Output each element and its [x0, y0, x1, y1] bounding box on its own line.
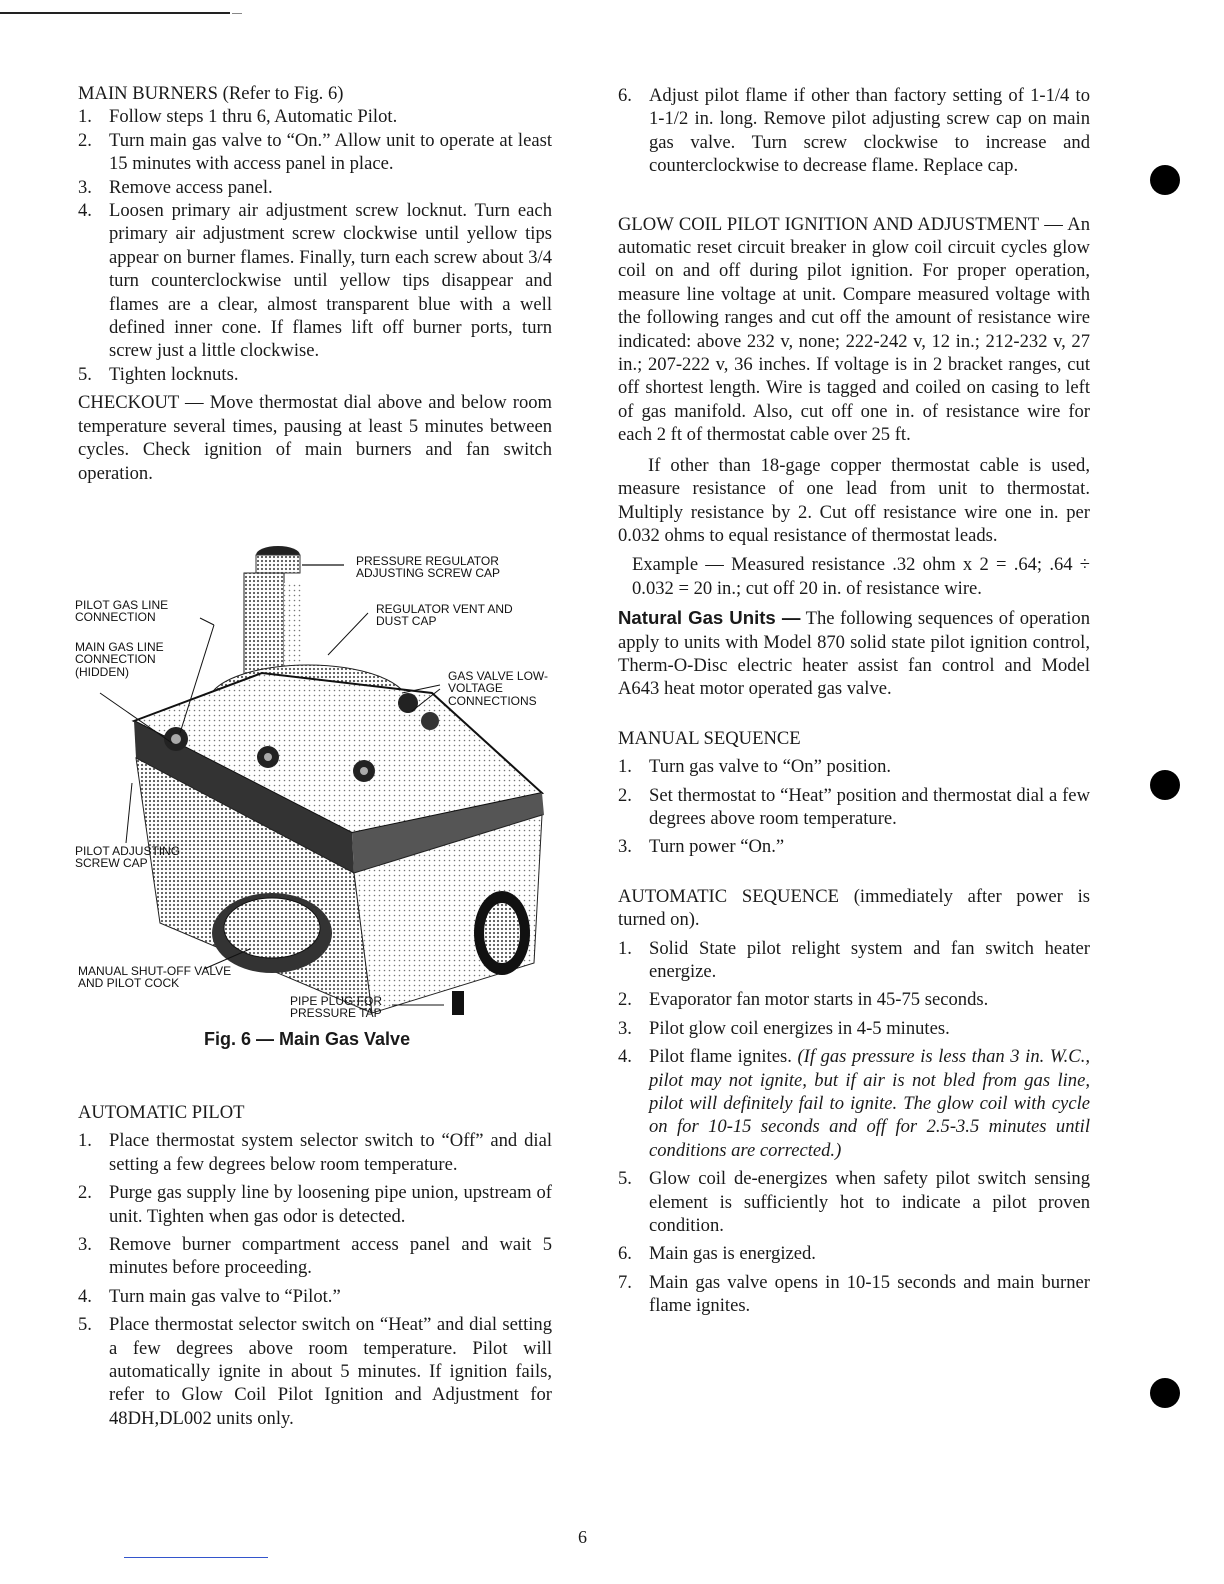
- step-number: 2.: [618, 989, 632, 1011]
- label-regulator-vent: REGULATOR VENT AND DUST CAP: [376, 602, 513, 629]
- step-text: Main gas is energized.: [649, 1243, 816, 1265]
- top-rule: [0, 12, 230, 14]
- list-item: [618, 84, 1090, 178]
- label-pilot-gas-line: PILOT GAS LINE CONNECTION: [75, 598, 169, 625]
- step-number: 4.: [78, 1285, 92, 1307]
- step-text: Pilot glow coil energizes in 4-5 minutes.: [649, 1017, 950, 1039]
- automatic-sequence-heading: AUTOMATIC SEQUENCE (immediately after power is turned on).: [618, 885, 1090, 931]
- list-item: [618, 1242, 1090, 1265]
- step-number: 2.: [78, 1182, 92, 1204]
- list-item: [78, 1181, 552, 1228]
- step-number: 4.: [618, 1046, 632, 1068]
- list-item: [78, 1313, 552, 1430]
- step-text: Turn main gas valve to “On.” Allow unit to operate at least 15 minutes with access panel in place.: [109, 129, 552, 175]
- step-text: Place thermostat selector switch on “Heat” and dial setting a few degrees above room temperature. Pilot will automatically ignite in about 5 minutes. If ignition fails, refer to Glow Coil Pilot Ignition and Adjustment for 48DH,DL002 units only.: [109, 1314, 552, 1429]
- list-item: [618, 1271, 1090, 1318]
- step-text: Place thermostat system selector switch to “Off” and dial setting a few degrees below room temperature.: [109, 1130, 552, 1175]
- bottom-rule: [124, 1557, 268, 1558]
- list-item: [618, 937, 1090, 984]
- automatic-pilot-steps: [78, 1129, 552, 1430]
- list-item: [618, 1045, 1090, 1162]
- step-text: Set thermostat to “Heat” position and thermostat dial a few degrees above room temperature.: [649, 784, 1090, 829]
- step-number: 1.: [618, 756, 632, 778]
- example-paragraph: Example — Measured resistance .32 ohm x 2 = .64; .64 ÷ 0.032 = 20 in.; cut off 20 in. of resistance wire.: [632, 554, 1090, 599]
- step-text: Adjust pilot flame if other than factory setting of 1-1/4 to 1-1/2 in. long. Remove pilot adjusting screw cap on main gas valve. Turn screw clockwise to increase and counterclockwise to decrease flame. Replace cap.: [649, 85, 1090, 177]
- list-item: [618, 988, 1090, 1011]
- automatic-sequence-steps: [618, 937, 1090, 1318]
- list-item: [78, 176, 552, 199]
- label-pilot-adjusting: PILOT ADJUSTING SCREW CAP: [75, 844, 181, 871]
- label-pressure-regulator: PRESSURE REGULATOR ADJUSTING SCREW CAP: [356, 554, 501, 581]
- page-number: 6: [578, 1527, 587, 1547]
- step-text: Turn power “On.”: [649, 836, 785, 858]
- step-text: Turn gas valve to “On” position.: [649, 756, 892, 778]
- step-number: 3.: [618, 1017, 632, 1039]
- step-number: 4.: [78, 200, 92, 222]
- step-text: Remove burner compartment access panel and wait 5 minutes before proceeding.: [109, 1234, 552, 1279]
- step-number: 6.: [618, 85, 632, 106]
- figure-caption: Fig. 6 — Main Gas Valve: [204, 1029, 411, 1049]
- step-number: 6.: [618, 1243, 632, 1265]
- list-item: [618, 755, 1090, 778]
- list-item: [618, 1167, 1090, 1237]
- list-item: [618, 784, 1090, 831]
- step-text: Solid State pilot relight system and fan switch heater energize.: [649, 937, 1090, 982]
- label-gas-valve-lv: GAS VALVE LOW-VOLTAGE CONNECTIONS: [448, 669, 549, 708]
- step-text: Glow coil de-energizes when safety pilot switch sensing element is sufficiently hot to indicate a pilot proven condition.: [649, 1168, 1090, 1237]
- list-item: [78, 105, 552, 128]
- list-item: [78, 1233, 552, 1280]
- step-text: Purge gas supply line by loosening pipe union, upstream of unit. Tighten when gas odor is detected.: [109, 1182, 552, 1227]
- step-text: Follow steps 1 thru 6, Automatic Pilot.: [109, 106, 398, 128]
- step-number: 5.: [78, 1314, 92, 1336]
- step-text: Turn main gas valve to “Pilot.”: [109, 1285, 341, 1307]
- natural-gas-lead: Natural Gas Units —: [618, 607, 801, 629]
- step-text: Loosen primary air adjustment screw locknut. Turn each primary air adjustment screw clockwise until yellow tips appear on burner flames. Finally, turn each screw about 3/4 turn counterclockwise until yellow tips disappear and flames are a clear, almost transparent blue with a well defined inner cone. If flames lift off burner ports, turn screw just a little clockwise.: [109, 200, 552, 362]
- list-item: [618, 1017, 1090, 1040]
- main-burners-steps: [78, 105, 552, 386]
- step-number: 7.: [618, 1271, 632, 1293]
- checkout-paragraph: CHECKOUT — Move thermostat dial above and below room temperature several times, pausing at least 5 minutes between cycles. Check ignition of main burners and fan switch operation.: [78, 392, 552, 484]
- manual-sequence-heading: MANUAL SEQUENCE: [618, 727, 801, 749]
- margin-bullet: [1150, 165, 1180, 195]
- step-text: Tighten locknuts.: [109, 363, 239, 385]
- automatic-pilot-section: [78, 1101, 552, 1430]
- automatic-pilot-steps-continued: [618, 84, 1090, 178]
- step-note: (If gas pressure is less than 3 in. W.C., pilot may not ignite, but if air is not bled from gas line, pilot will definitely fail to ignite. The glow coil with cycle on for 10-15 seconds and off for 2.5-3.5 minutes until conditions are corrected.): [649, 1046, 1090, 1161]
- main-burners-heading: MAIN BURNERS (Refer to Fig. 6): [78, 83, 344, 104]
- step-text: Remove access panel.: [109, 176, 273, 198]
- step-number: 2.: [78, 129, 92, 151]
- step-number: 3.: [618, 836, 632, 858]
- step-text: Pilot flame ignites.: [649, 1046, 792, 1068]
- thermostat-cable-paragraph: If other than 18-gage copper thermostat cable is used, measure resistance of one lead from unit to thermostat. Multiply resistance by 2. Cut off resistance wire one in. per 0.032 ohms to equal resistance of thermostat leads.: [618, 454, 1090, 546]
- automatic-pilot-heading: AUTOMATIC PILOT: [78, 1102, 245, 1123]
- list-item: [78, 363, 552, 386]
- step-number: 3.: [78, 176, 92, 198]
- list-item: [78, 1129, 552, 1176]
- step-text: Main gas valve opens in 10-15 seconds and main burner flame ignites.: [649, 1271, 1090, 1317]
- natural-gas-text: The following sequences of operation apply to units with Model 870 solid state pilot ignition control, Therm-O-Disc electric heater assist fan control and Model A643 heat motor operated gas valve.: [618, 608, 1090, 700]
- step-number: 1.: [618, 937, 632, 959]
- glow-coil-paragraph: GLOW COIL PILOT IGNITION AND ADJUSTMENT — An automatic reset circuit breaker in glow coil circuit cycles glow coil on and off during pilot ignition. For proper operation, measure line voltage at unit. Compare measured voltage with the following ranges and cut off the amount of resistance wire indicated: above 232 v, none; 222-242 v, 12 in.; 212-232 v, 27 in.; 207-222 v, 36 inches. If voltage is in 2 bracket ranges, cut off shortest length. Wire is tagged and coiled on casing to left of gas manifold. Also, cut off one in. of resistance wire for each 2 ft of thermostat cable over 25 ft.: [618, 213, 1090, 446]
- manual-sequence-steps: [618, 755, 1090, 859]
- right-column: [618, 84, 1090, 1318]
- step-number: 1.: [78, 106, 92, 128]
- main-gas-valve-figure: [72, 543, 552, 1055]
- label-pipe-plug: PIPE PLUG FOR PRESSURE TAP: [290, 994, 383, 1021]
- step-number: 5.: [78, 363, 92, 385]
- list-item: [78, 199, 552, 363]
- margin-bullet: [1150, 770, 1180, 800]
- list-item: [618, 835, 1090, 858]
- label-manual-shutoff: MANUAL SHUT-OFF VALVE AND PILOT COCK: [78, 964, 232, 991]
- natural-gas-paragraph: [618, 606, 1090, 701]
- step-number: 3.: [78, 1234, 92, 1256]
- step-number: 5.: [618, 1168, 632, 1190]
- step-number: 1.: [78, 1130, 92, 1152]
- list-item: [78, 1285, 552, 1308]
- label-main-gas-line: MAIN GAS LINE CONNECTION (HIDDEN): [75, 640, 164, 679]
- step-text: Evaporator fan motor starts in 45-75 seconds.: [649, 989, 989, 1011]
- list-item: [78, 129, 552, 176]
- left-column: [78, 82, 552, 485]
- step-number: 2.: [618, 784, 632, 806]
- top-rule-dash: [232, 13, 242, 14]
- margin-bullet: [1150, 1378, 1180, 1408]
